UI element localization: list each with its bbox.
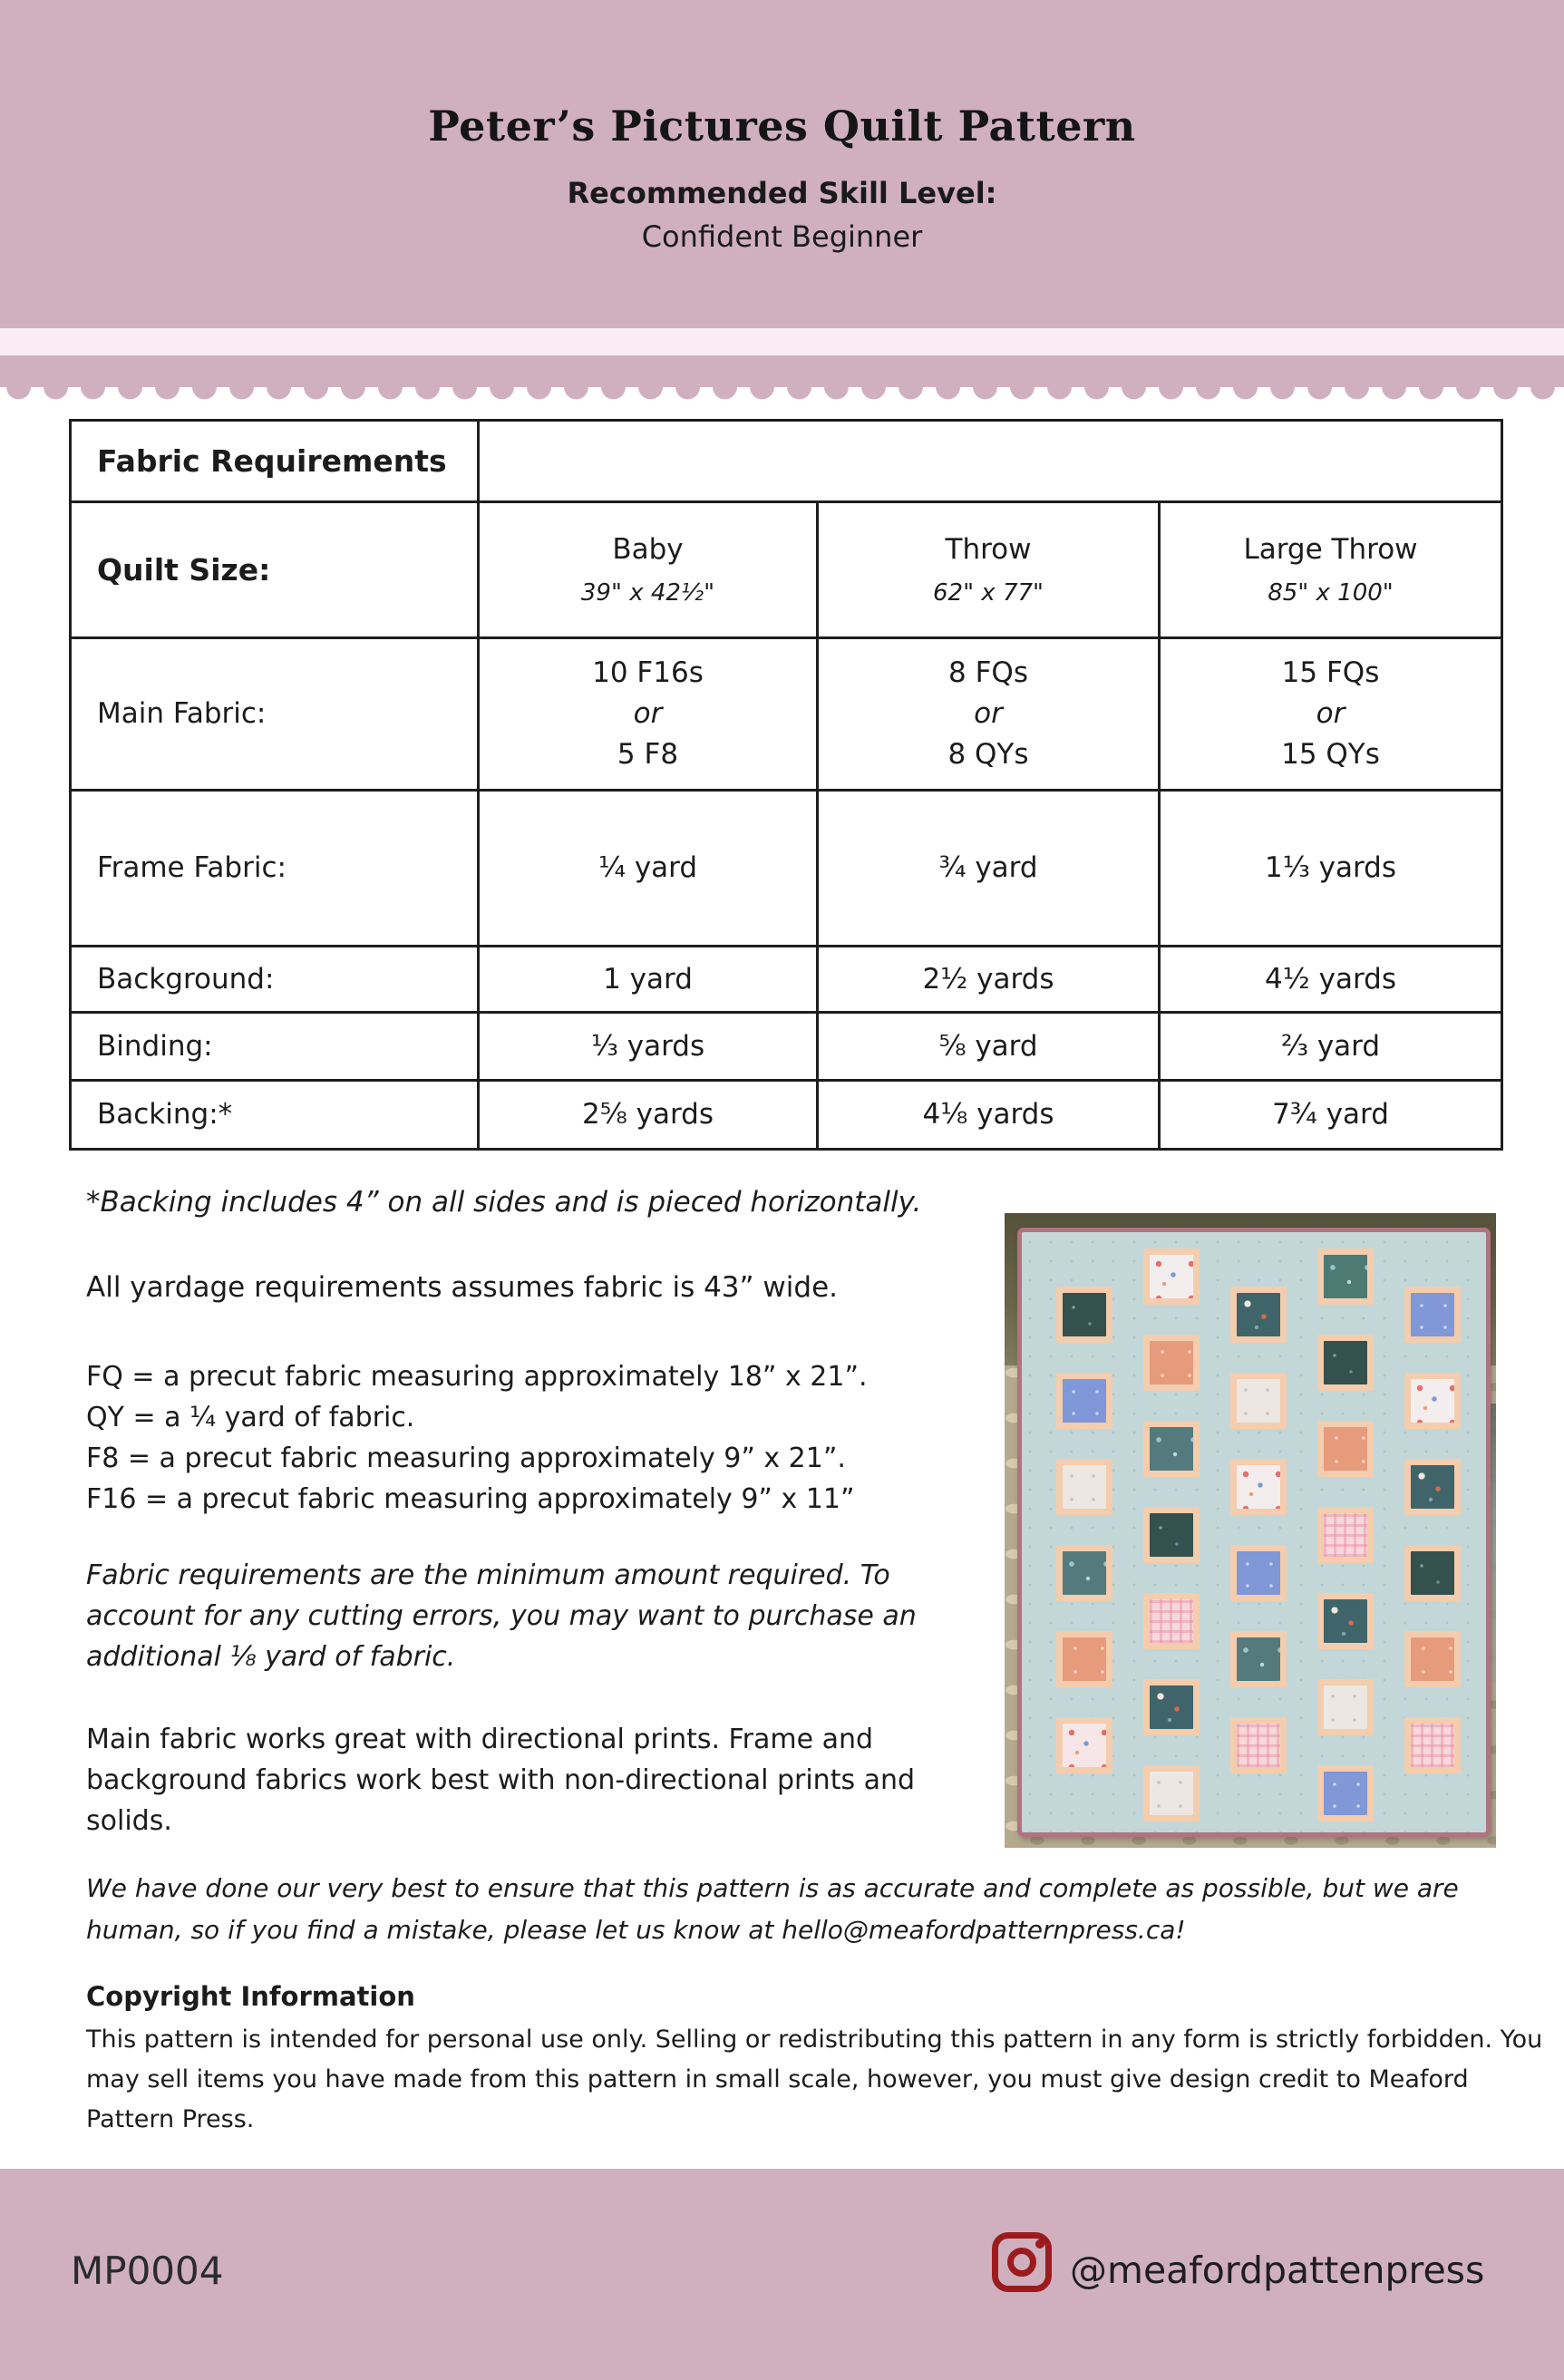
quilt-square-fabric-teal_dark: [1411, 1551, 1454, 1595]
quilt-square-fabric-teal_leaf: [1324, 1255, 1367, 1298]
quilt-square: [1056, 1545, 1112, 1601]
size-col-large-throw: [1161, 503, 1501, 639]
quilt-square-fabric-coral: [1411, 1637, 1454, 1681]
footer-band: [0, 2169, 1564, 2380]
precut-definitions: [86, 1356, 868, 1520]
quilt-square: [1056, 1459, 1112, 1515]
quilt-square: [1404, 1373, 1461, 1429]
binding-throw-cell: ⅝ yard: [819, 1014, 1161, 1082]
quilt-size-label: Quilt Size:: [97, 551, 271, 588]
backing-note: *Backing includes 4” on all sides and is pieced horizontally.: [86, 1186, 922, 1219]
value-line: 8 FQs: [948, 656, 1028, 690]
size-col-throw: [819, 503, 1161, 639]
or-line: or: [1316, 697, 1345, 731]
size-name: Throw: [945, 532, 1032, 566]
quilt-square-fabric-pink_floral: [1063, 1724, 1106, 1767]
backing-label: Backing:*: [97, 1098, 233, 1132]
background-throw-cell: 2½ yards: [819, 947, 1161, 1014]
quilt-square-fabric-periwinkle: [1411, 1293, 1454, 1336]
directional-prints-note: Main fabric works great with directional prints. Frame and background fabrics work best with non-directional prints and solids.: [86, 1724, 916, 1837]
value-line: 15 FQs: [1281, 656, 1380, 690]
backing-label-cell: [72, 1082, 480, 1148]
backing-baby-cell: 2⅝ yards: [480, 1082, 819, 1148]
quilt-square-fabric-bird_floral: [1237, 1293, 1280, 1336]
binding-baby-cell: ⅓ yards: [480, 1014, 819, 1082]
binding-large-throw-cell: ⅔ yard: [1161, 1014, 1501, 1082]
copyright-body: This pattern is intended for personal use only. Selling or redistributing this pattern in any form is strictly forbidden. You may sell items you have made from this pattern in small scale, however, you must give design credit to Meaford Pattern Press.: [86, 2025, 1543, 2133]
minimum-amount-note: Fabric requirements are the minimum amount required. To account for any cutting errors, you may want to purchase an additional ⅛ yard of fabric.: [86, 1559, 917, 1673]
quilt-square: [1143, 1248, 1200, 1305]
quilt-square: [1230, 1459, 1287, 1515]
instagram-icon: [992, 2232, 1052, 2292]
quilt-square-fabric-white_floral: [1411, 1379, 1454, 1423]
quilt-square: [1317, 1248, 1374, 1305]
value-line: 15 QYs: [1281, 737, 1380, 771]
quilt: [1017, 1228, 1491, 1837]
definition-f16: F16 = a precut fabric measuring approximately 9” x 11”: [86, 1483, 855, 1515]
quilt-square: [1317, 1421, 1374, 1477]
quilt-square: [1143, 1421, 1200, 1477]
page-title: Peter’s Pictures Quilt Pattern: [428, 102, 1136, 151]
quilt-photo: [1005, 1213, 1496, 1848]
pattern-number: MP0004: [71, 2249, 224, 2293]
definition-f8: F8 = a precut fabric measuring approximately 9” x 21”.: [86, 1443, 846, 1474]
table-title: Fabric Requirements: [97, 442, 447, 479]
quilt-square: [1143, 1593, 1200, 1649]
quilt-square-fabric-bird_floral: [1411, 1465, 1454, 1509]
main-fabric-baby-cell: [480, 639, 819, 792]
size-dims: 62" x 77": [932, 578, 1044, 607]
quilt-square: [1143, 1507, 1200, 1563]
skill-level-value: Confident Beginner: [641, 219, 923, 254]
size-col-baby: [480, 503, 819, 639]
quilt-square: [1404, 1287, 1461, 1343]
quilt-square: [1317, 1679, 1374, 1735]
table-title-cell: [72, 422, 480, 503]
quilt-square-fabric-pink_check: [1237, 1724, 1280, 1767]
background-label-cell: [72, 947, 480, 1014]
or-line: or: [633, 697, 663, 731]
main-fabric-label-cell: [72, 639, 480, 792]
background-large-throw-cell: 4½ yards: [1161, 947, 1501, 1014]
quilt-square: [1404, 1717, 1461, 1773]
size-dims: 39" x 42½": [580, 578, 715, 607]
value-line: 5 F8: [617, 737, 679, 771]
quilt-square-fabric-coral: [1150, 1341, 1193, 1384]
definition-qy: QY = a ¼ yard of fabric.: [86, 1402, 415, 1433]
quilt-size-label-cell: [72, 503, 480, 639]
quilt-square-fabric-pink_check: [1150, 1599, 1193, 1643]
background-label: Background:: [97, 962, 275, 996]
binding-label: Binding:: [97, 1029, 213, 1063]
quilt-square-fabric-pink_check: [1411, 1724, 1454, 1767]
quilt-square: [1230, 1545, 1287, 1601]
quilt-square: [1230, 1373, 1287, 1429]
frame-fabric-baby-cell: ¼ yard: [480, 792, 819, 947]
main-fabric-label: Main Fabric:: [97, 697, 267, 731]
quilt-square-fabric-coral: [1324, 1427, 1367, 1471]
quilt-square-fabric-teal_floral: [1237, 1637, 1280, 1681]
skill-level-label: Recommended Skill Level:: [567, 176, 997, 210]
backing-large-throw-cell: 7¾ yard: [1272, 1098, 1389, 1132]
header-stripe: [0, 328, 1564, 355]
instagram-handle: @meafordpattenpress: [1070, 2249, 1485, 2292]
table-title-spacer: [480, 422, 1501, 503]
or-line: or: [974, 697, 1003, 731]
quilt-square: [1317, 1765, 1374, 1821]
quilt-square: [1317, 1507, 1374, 1563]
quilt-square-fabric-teal_dark: [1150, 1513, 1193, 1557]
frame-fabric-throw-cell: ¾ yard: [819, 792, 1161, 947]
quilt-square-fabric-teal_floral: [1063, 1551, 1106, 1595]
size-name: Large Throw: [1243, 532, 1418, 566]
quilt-square-fabric-bird_floral: [1150, 1685, 1193, 1729]
main-fabric-large-throw-cell: [1161, 639, 1501, 792]
quilt-square-fabric-white_print: [1237, 1379, 1280, 1423]
binding-label-cell: [72, 1014, 480, 1082]
quilt-square-fabric-periwinkle: [1063, 1379, 1106, 1423]
quilt-square-fabric-white_floral: [1237, 1465, 1280, 1509]
yardage-note: All yardage requirements assumes fabric is 43” wide.: [86, 1271, 839, 1304]
quilt-square: [1230, 1631, 1287, 1687]
quilt-square: [1143, 1765, 1200, 1821]
quilt-square: [1404, 1459, 1461, 1515]
quilt-square: [1230, 1287, 1287, 1343]
quilt-square: [1404, 1631, 1461, 1687]
quilt-square: [1056, 1287, 1112, 1343]
copyright-heading: Copyright Information: [86, 1981, 415, 2012]
definition-fq: FQ = a precut fabric measuring approximately 18” x 21”.: [86, 1361, 868, 1393]
scallop-border: [0, 387, 1564, 401]
quilt-square: [1056, 1631, 1112, 1687]
quilt-square-fabric-coral: [1063, 1637, 1106, 1681]
quilt-square: [1404, 1545, 1461, 1601]
value-line: 10 F16s: [592, 656, 704, 690]
quilt-square-fabric-white_print: [1324, 1685, 1367, 1729]
quilt-square-fabric-white_print: [1150, 1772, 1193, 1815]
quilt-square: [1143, 1335, 1200, 1391]
quilt-square: [1056, 1717, 1112, 1773]
quilt-square-fabric-periwinkle: [1237, 1551, 1280, 1595]
value-line: 8 QYs: [947, 737, 1029, 771]
header-band-lower: [0, 355, 1564, 387]
fabric-requirements-table: [69, 419, 1503, 1151]
background-baby-cell: 1 yard: [480, 947, 819, 1014]
size-dims: 85" x 100": [1268, 578, 1394, 607]
quilt-square: [1317, 1335, 1374, 1391]
quilt-square-fabric-white_print: [1063, 1465, 1106, 1509]
quilt-square-fabric-teal_dark: [1063, 1293, 1106, 1336]
frame-fabric-label-cell: [72, 792, 480, 947]
quilt-square: [1230, 1717, 1287, 1773]
quilt-square: [1317, 1593, 1374, 1649]
accuracy-disclaimer: We have done our very best to ensure that this pattern is as accurate and complete as possible, but we are human, so if you find a mistake, please let us know at hello@meafordpatternpress.ca!: [86, 1873, 1459, 1945]
quilt-square-fabric-pink_check: [1324, 1513, 1367, 1557]
quilt-square-fabric-bird_floral: [1324, 1599, 1367, 1643]
quilt-square-fabric-teal_floral: [1150, 1427, 1193, 1471]
frame-fabric-large-throw-cell: 1⅓ yards: [1161, 792, 1501, 947]
quilt-square-fabric-periwinkle: [1324, 1772, 1367, 1815]
quilt-square-fabric-white_floral: [1150, 1255, 1193, 1298]
quilt-square: [1143, 1679, 1200, 1735]
quilt-square-fabric-teal_dark: [1324, 1341, 1367, 1384]
main-fabric-throw-cell: [819, 639, 1161, 792]
quilt-square: [1056, 1373, 1112, 1429]
size-name: Baby: [612, 532, 684, 566]
backing-throw-cell: 4⅛ yards: [819, 1082, 1161, 1148]
header-band: [0, 0, 1564, 328]
frame-fabric-label: Frame Fabric:: [97, 851, 287, 885]
